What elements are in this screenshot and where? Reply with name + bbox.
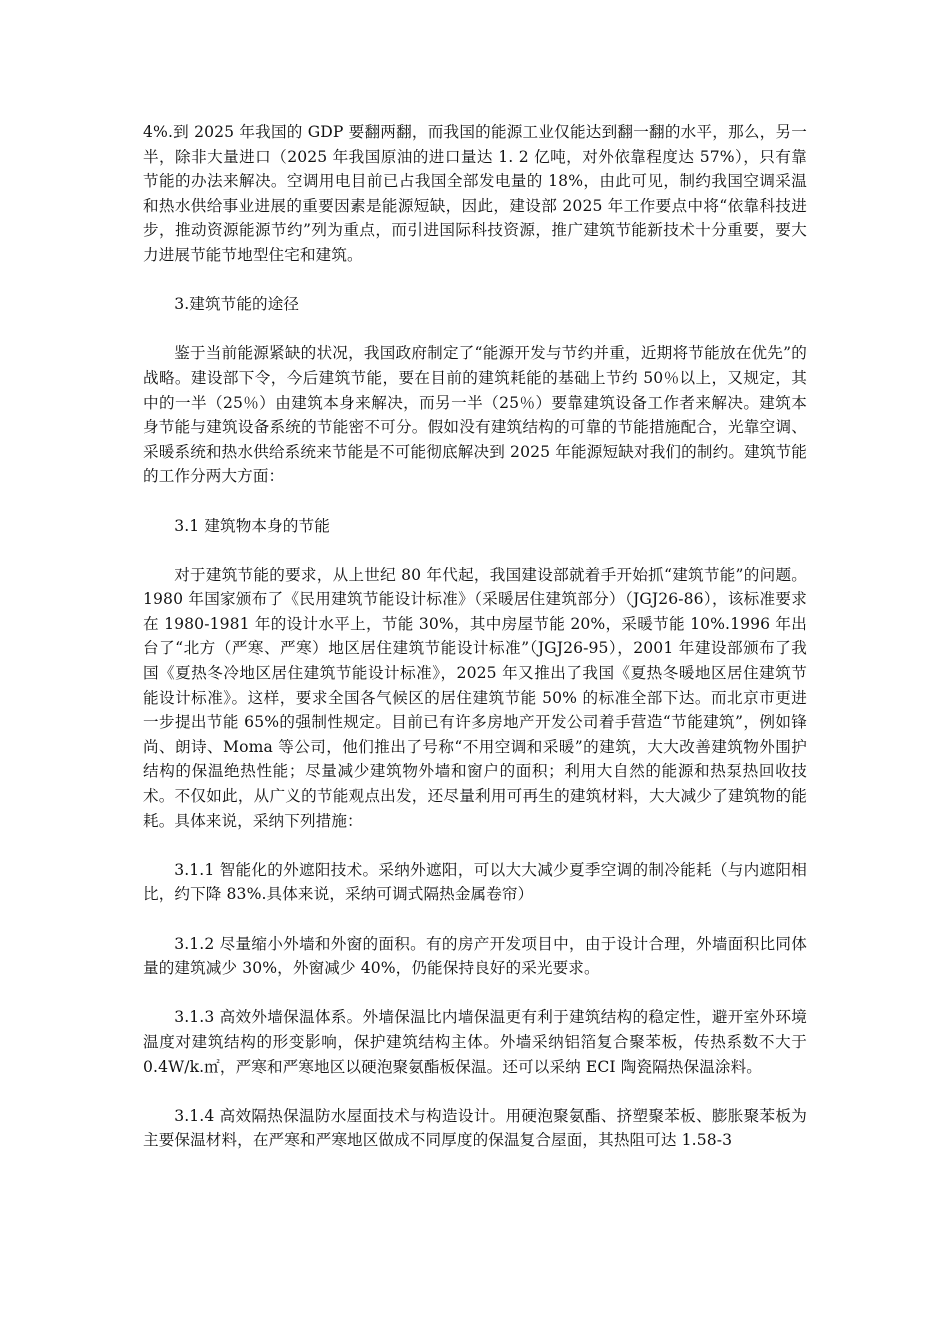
paragraph-energy-demand: 4%.到 2025 年我国的 GDP 要翻两翻，而我国的能源工业仅能达到翻一翻的水平，那么，另一半，除非大量进口（2025 年我国原油的进口量达 1. 2 亿吨，对外依靠程度达 57%），只有靠节能的办法来解决。空调用电目前已占我国全部发电量的 18%，由此可见，制约我国空调采温和热水供给事业进展的重要因素是能源短缺，因此，建设部 2025 年工作要点中将“依靠科技进步，推动资源能源节约”列为重点，而引进国际科技资源，推广建筑节能新技术十分重要，要大力进展节能节地型住宅和建筑。: [143, 123, 807, 264]
document-body: [143, 120, 807, 1153]
paragraph-section-3-1-2: 3.1.2 尽量缩小外墙和外窗的面积。有的房产开发项目中，由于设计合理，外墙面积比同体量的建筑减少 30%，外窗减少 40%，仍能保持良好的采光要求。: [143, 934, 807, 978]
heading-section-3: 3.建筑节能的途径: [174, 295, 300, 314]
paragraph-section-3: 鉴于当前能源紧缺的状况，我国政府制定了“能源开发与节约并重，近期将节能放在优先”的战略。建设部下令，今后建筑节能，要在目前的建筑耗能的基础上节约 50％以上，又规定，其中的一半（25％）由建筑本身来解决，而另一半（25％）要靠建筑设备工作者来解决。建筑本身节能与建筑设备系统的节能密不可分。假如没有建筑结构的可靠的节能措施配合，光靠空调、采暖系统和热水供给系统来节能是不可能彻底解决到 2025 年能源短缺对我们的制约。建筑节能的工作分两大方面：: [143, 344, 807, 486]
paragraph-section-3-1-1: 3.1.1 智能化的外遮阳技术。采纳外遮阳，可以大大减少夏季空调的制冷能耗（与内遮阳相比，约下降 83%.具体来说，采纳可调式隔热金属卷帘）: [143, 860, 807, 904]
heading-section-3-1: 3.1 建筑物本身的节能: [174, 516, 330, 535]
paragraph-section-3-1-4: 3.1.4 高效隔热保温防水屋面技术与构造设计。用硬泡聚氨酯、挤塑聚苯板、膨胀聚苯板为主要保温材料，在严寒和严寒地区做成不同厚度的保温复合屋面，其热阻可达 1.58-3: [143, 1106, 807, 1150]
paragraph-section-3-1: 对于建筑节能的要求，从上世纪 80 年代起，我国建设部就着手开始抓“建筑节能”的问题。1980 年国家颁布了《民用建筑节能设计标准》（采暖居住建筑部分）（JGJ26-86），该标准要求在 1980-1981 年的设计水平上，节能 30%，其中房屋节能 20%，采暖节能 10%.1996 年出台了“北方（严寒、严寒）地区居住建筑节能设计标准”（JGJ26-95），2001 年建设部颁布了我国《夏热冬冷地区居住建筑节能设计标准》，2025 年又推出了我国《夏热冬暖地区居住建筑节能设计标准》。这样，要求全国各气候区的居住建筑节能 50% 的标准全部下达。而北京市更进一步提出节能 65%的强制性规定。目前已有许多房地产开发公司着手营造“节能建筑”，例如锋尚、朗诗、Moma 等公司，他们推出了号称“不用空调和采暖”的建筑，大大改善建筑物外围护结构的保温绝热性能；尽量减少建筑物外墙和窗户的面积；利用大自然的能源和热泵热回收技术。不仅如此，从广义的节能观点出发，还尽量利用可再生的建筑材料，大大减少了建筑物的能耗。具体来说，采纳下列措施：: [143, 565, 807, 830]
paragraph-section-3-1-3: 3.1.3 高效外墙保温体系。外墙保温比内墙保温更有利于建筑结构的稳定性，避开室外环境温度对建筑结构的形变影响，保护建筑结构主体。外墙采纳铝箔复合聚苯板，传热系数不大于 0.4W/k.㎡，严寒和严寒地区以硬泡聚氨酯板保温。还可以采纳 ECI 陶瓷隔热保温涂料。: [143, 1008, 807, 1076]
